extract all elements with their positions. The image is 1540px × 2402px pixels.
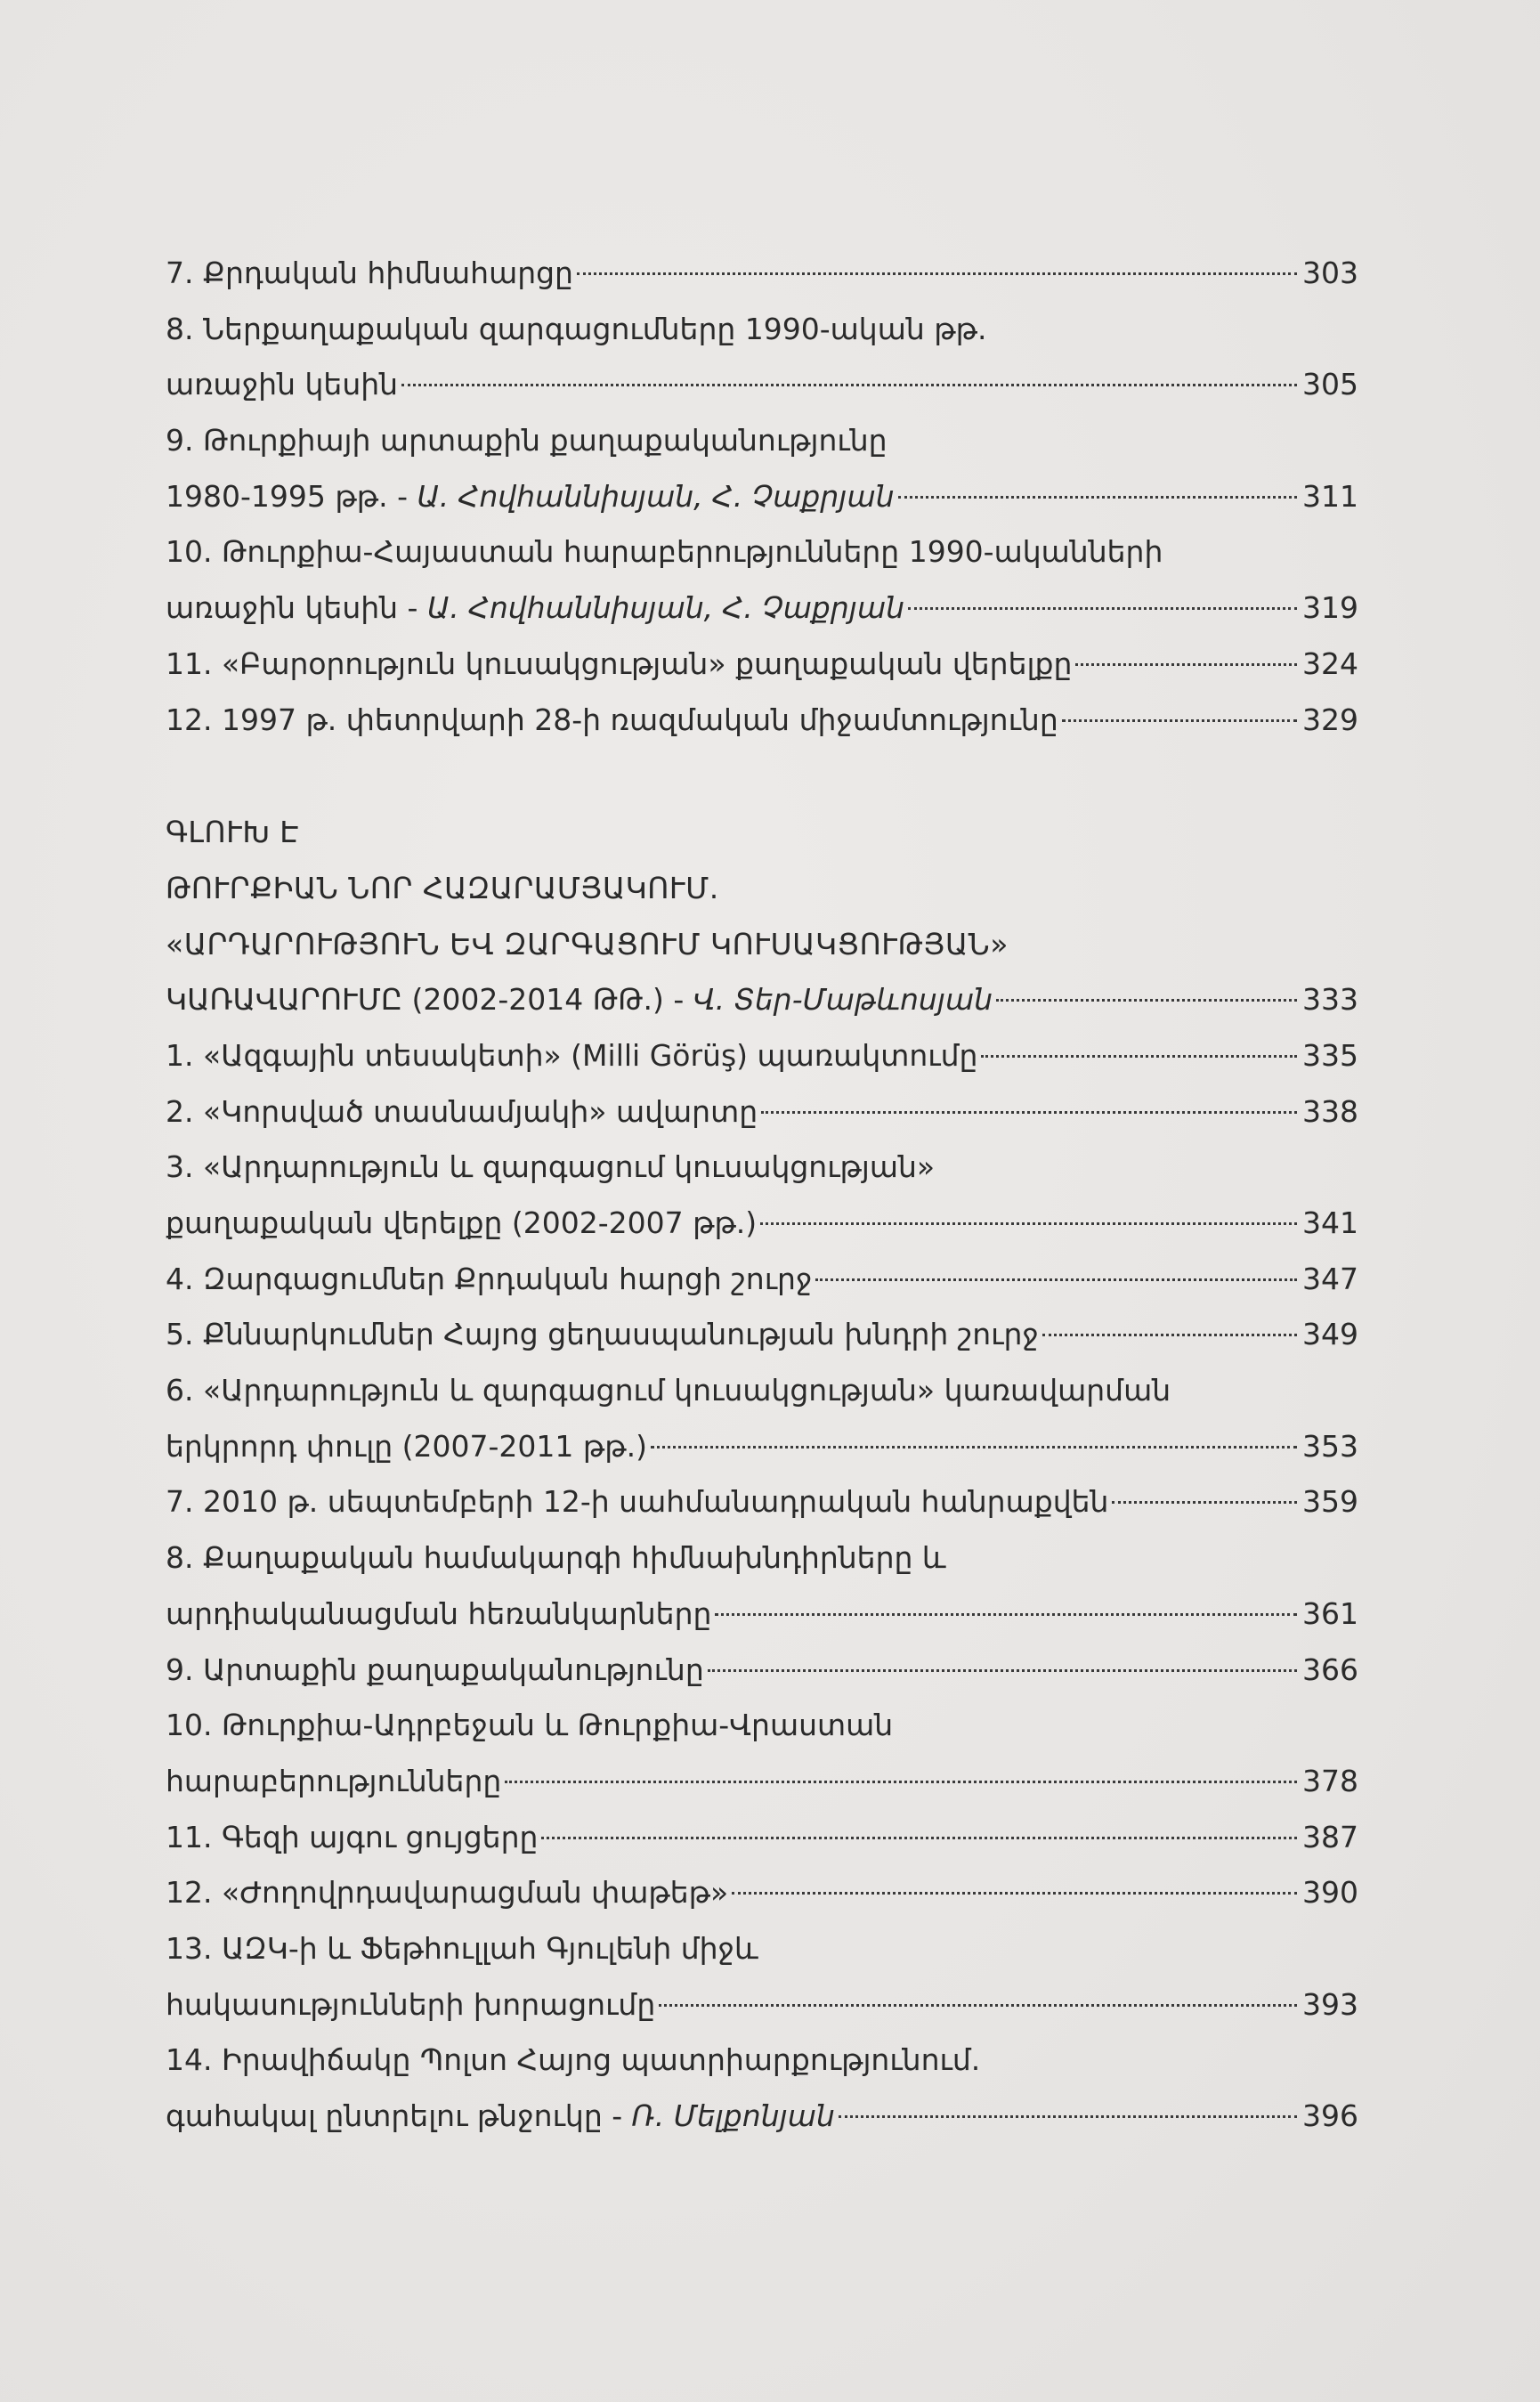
chapter-heading (166, 805, 1358, 1028)
toc-page-number: 396 (1302, 2098, 1358, 2133)
toc-entry-text: 9. Թուրքիայի արտաքին քաղաքականությունը (166, 423, 888, 458)
chapter-title-line-2: «ԱՐԴԱՐՈՒԹՅՈՒՆ ԵՎ ԶԱՐԳԱՑՈՒՄ ԿՈՒՍԱԿՑՈՒԹՅԱՆ» (166, 926, 1009, 962)
dot-leader (1075, 663, 1297, 666)
toc-entry-line (166, 357, 1358, 413)
toc-page-number: 349 (1302, 1317, 1358, 1352)
toc-entry-text: 13. ԱԶԿ-ի և Ֆեթհուլլահ Գյուլենի միջև (166, 1930, 758, 1966)
toc-entry-line (166, 1252, 1358, 1308)
toc-entry-line (166, 1865, 1358, 1921)
table-of-contents (166, 246, 1358, 2145)
toc-page-number: 329 (1302, 702, 1358, 737)
toc-entry-line (166, 302, 1358, 358)
dot-leader (761, 1111, 1297, 1114)
toc-page-number: 341 (1302, 1205, 1358, 1240)
toc-entry-line (166, 246, 1358, 302)
dot-leader (760, 1222, 1297, 1225)
toc-entry-line (166, 1307, 1358, 1363)
toc-entry-text: 7. Քրդական հիմնահարցը (166, 256, 573, 290)
toc-entry-line (166, 1810, 1358, 1866)
toc-entry-text: 1980-1995 թթ. - (166, 478, 417, 514)
toc-page-number: 390 (1302, 1875, 1358, 1911)
toc-page-number: 361 (1302, 1595, 1358, 1631)
toc-entry-text: 11. Գեզի այգու ցույցերը (166, 1819, 539, 1854)
toc-entry-text: 10. Թուրքիա-Հայաստան հարաբերությունները 1990-ականների (166, 534, 1163, 570)
toc-entry-line (166, 1698, 1358, 1754)
toc-entry-text: 3. «Արդարություն և զարգացում կուսակցության» (166, 1149, 936, 1185)
toc-page-number: 353 (1302, 1428, 1358, 1464)
toc-section-chapter-7 (166, 1028, 1358, 2145)
toc-page-number: 335 (1302, 1037, 1358, 1073)
toc-entry-text: 14. Իրավիճակը Պոլսո Հայոց պատրիարքությունում. (166, 2042, 981, 2078)
dot-leader (541, 1837, 1297, 1839)
toc-entry-text: 5. Քննարկումներ Հայոց ցեղասպանության խնդրի շուրջ (166, 1317, 1039, 1352)
toc-page-number: 305 (1302, 367, 1358, 402)
toc-entry-line (166, 1754, 1358, 1810)
toc-entry-text: 12. «Ժողովրդավարացման փաթեթ» (166, 1875, 729, 1911)
chapter-page-number: 333 (1302, 982, 1358, 1018)
toc-entry-text: հարաբերությունները (166, 1763, 502, 1798)
toc-section-previous-chapter (166, 246, 1358, 748)
chapter-title-line-1: ԹՈՒՐՔԻԱՆ ՆՈՐ ՀԱԶԱՐԱՄՅԱԿՈՒՄ. (166, 870, 719, 905)
toc-entry-text: 6. «Արդարություն և զարգացում կուսակցության» կառավարման (166, 1373, 1171, 1408)
toc-entry-text: գահակալ ընտրելու թնջուկը - (166, 2098, 632, 2133)
toc-entry-line (166, 469, 1358, 525)
toc-entry-text: 7. 2010 թ. սեպտեմբերի 12-ի սահմանադրական հանրաքվեն (166, 1484, 1109, 1520)
toc-page-number: 393 (1302, 1986, 1358, 2022)
toc-entry-text: արդիականացման հեռանկարները (166, 1595, 712, 1631)
toc-entry-line (166, 1196, 1358, 1252)
dot-leader (577, 272, 1297, 275)
toc-entry-author: Ռ. Մելքոնյան (631, 2098, 835, 2133)
toc-entry-author: Ա. Հովհաննիսյան, Հ. Չաքրյան (417, 478, 895, 514)
dot-leader (715, 1613, 1297, 1616)
toc-entry-line (166, 580, 1358, 637)
dot-leader (659, 2004, 1297, 2007)
toc-entry-line (166, 1363, 1358, 1419)
toc-page-number: 303 (1302, 256, 1358, 290)
dot-leader (401, 384, 1297, 386)
toc-entry-line (166, 1586, 1358, 1643)
toc-page-number: 366 (1302, 1651, 1358, 1687)
toc-entry-author: Ա. Հովհաննիսյան, Հ. Չաքրյան (426, 590, 905, 626)
toc-entry-text: 1. «Ազգային տեսակետի» (Milli Görüş) պառակտումը (166, 1037, 978, 1073)
dot-leader (505, 1781, 1297, 1783)
dot-leader (839, 2115, 1297, 2118)
toc-entry-line (166, 693, 1358, 749)
toc-entry-text: 9. Արտաքին քաղաքականությունը (166, 1651, 704, 1687)
toc-entry-text: առաջին կեսին - (166, 590, 427, 626)
dot-leader (898, 496, 1297, 499)
toc-page-number: 378 (1302, 1763, 1358, 1798)
toc-entry-text: 8. Ներքաղաքական զարգացումները 1990-ական թթ. (166, 311, 987, 346)
toc-entry-line (166, 1028, 1358, 1084)
toc-entry-line (166, 1921, 1358, 1977)
chapter-label: ԳԼՈՒԽ Է (166, 815, 299, 850)
toc-page-number: 324 (1302, 645, 1358, 681)
toc-entry-line (166, 1140, 1358, 1196)
toc-entry-line (166, 2033, 1358, 2089)
toc-entry-text: 10. Թուրքիա-Ադրբեջան և Թուրքիա-Վրաստան (166, 1708, 894, 1743)
toc-entry-text: 4. Զարգացումներ Քրդական հարցի շուրջ (166, 1261, 813, 1296)
toc-page-number: 319 (1302, 590, 1358, 626)
toc-entry-line (166, 1419, 1358, 1475)
toc-entry-text: 12. 1997 թ. փետրվարի 28-ի ռազմական միջամտությունը (166, 702, 1058, 737)
toc-entry-line (166, 1084, 1358, 1140)
toc-entry-line (166, 2089, 1358, 2145)
toc-page-number: 347 (1302, 1261, 1358, 1296)
toc-entry-line (166, 1643, 1358, 1699)
dot-leader (651, 1446, 1297, 1449)
chapter-title-line-3 (166, 972, 1358, 1028)
toc-page-number: 311 (1302, 478, 1358, 514)
toc-page-number: 338 (1302, 1093, 1358, 1129)
toc-entry-text: քաղաքական վերելքը (2002-2007 թթ.) (166, 1205, 758, 1240)
dot-leader (981, 1055, 1297, 1058)
dot-leader (996, 999, 1297, 1002)
chapter-title-text: ԿԱՌԱՎԱՐՈՒՄԸ (2002-2014 ԹԹ.) - (166, 982, 693, 1018)
dot-leader (708, 1669, 1297, 1672)
dot-leader (815, 1278, 1297, 1281)
toc-entry-text: հակասությունների խորացումը (166, 1986, 656, 2022)
dot-leader (732, 1892, 1297, 1895)
toc-page-number: 387 (1302, 1819, 1358, 1854)
toc-page-number: 359 (1302, 1484, 1358, 1520)
dot-leader (1062, 719, 1297, 722)
toc-entry-line (166, 524, 1358, 580)
toc-entry-line (166, 1474, 1358, 1530)
toc-entry-text: 2. «Կորսված տասնամյակի» ավարտը (166, 1093, 758, 1129)
toc-entry-text: 8. Քաղաքական համակարգի հիմնախնդիրները և (166, 1540, 946, 1576)
dot-leader (1112, 1501, 1297, 1504)
toc-entry-line (166, 637, 1358, 693)
dot-leader (1042, 1334, 1297, 1336)
dot-leader (908, 607, 1297, 610)
toc-entry-line (166, 413, 1358, 469)
toc-entry-text: 11. «Բարօրություն կուսակցության» քաղաքական վերելքը (166, 645, 1073, 681)
toc-entry-text: երկրորդ փուլը (2007-2011 թթ.) (166, 1428, 647, 1464)
chapter-author: Վ. Տեր-Մաթևոսյան (693, 982, 993, 1018)
section-gap (166, 748, 1358, 805)
toc-entry-text: առաջին կեսին (166, 367, 399, 402)
toc-entry-line (166, 1530, 1358, 1586)
toc-entry-line (166, 1977, 1358, 2033)
